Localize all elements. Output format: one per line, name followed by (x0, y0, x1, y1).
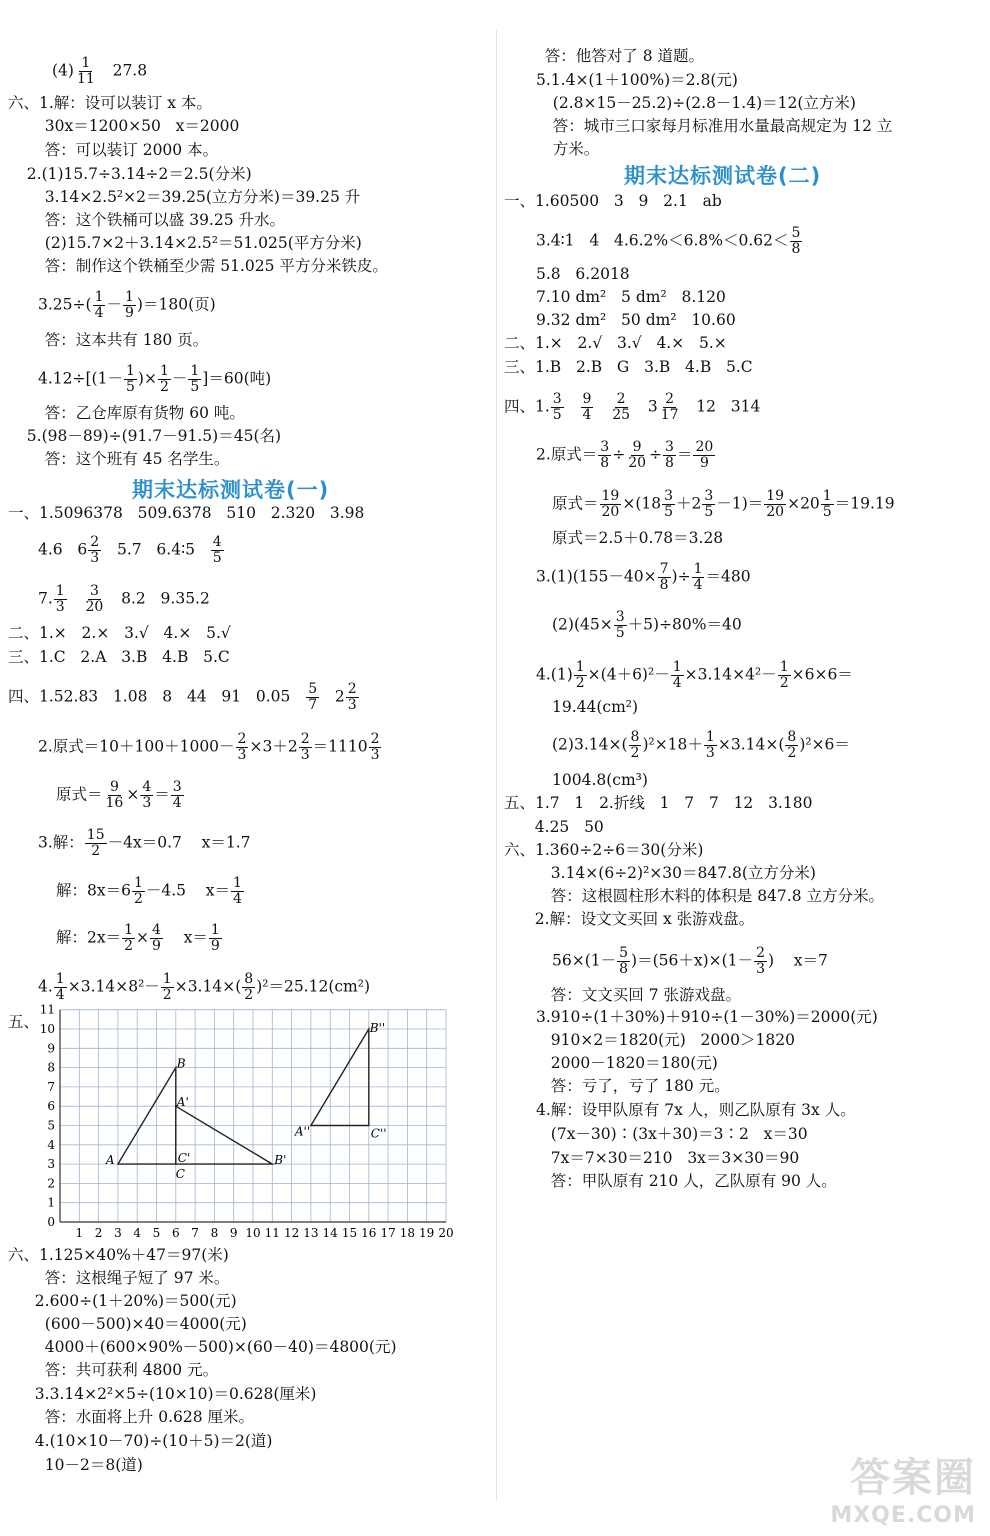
x-tick-label: 8 (210, 1226, 219, 1240)
answer-line: 方米。 (538, 140, 600, 158)
answer-line: 答：文文买回 7 张游戏盘。 (536, 986, 741, 1004)
answer-line: 2000－1820＝180(元) (536, 1054, 718, 1072)
column-divider (496, 30, 497, 1500)
point-label-b: B (176, 1056, 186, 1071)
answer-line: 三、1.B 2.B G 3.B 4.B 5.C (504, 358, 753, 376)
triangle-abc-double-prime (311, 1029, 369, 1126)
triangle-abc (118, 1068, 176, 1165)
answer-line: 5.8 6.2018 (536, 265, 630, 283)
point-label-a: A (105, 1153, 115, 1168)
answer-line: 3.3.14×2²×5÷(10×10)＝0.628(厘米) (20, 1385, 317, 1403)
answer-line: 原式＝ $\frac{9}{16}$ × $\frac{4}{3}$ ＝ $\frac{3}{4}$ (56, 779, 182, 811)
x-tick-label: 3 (114, 1226, 122, 1240)
point-label-c-prime: C' (177, 1151, 191, 1166)
answer-line: 五、1.7 1 2.折线 1 7 7 12 3.180 (504, 794, 813, 812)
x-tick-label: 12 (283, 1226, 300, 1240)
answer-line: 56×(1－ $\frac{5}{8}$ )＝(56＋x)×(1－ $\frac{2}{3}$ ) x＝7 (552, 945, 828, 977)
section-title-test-1: 期末达标测试卷(一) (132, 478, 330, 502)
answer-line: 5.(98－89)÷(91.7－91.5)＝45(名) (12, 427, 282, 445)
answer-line: 4.12÷[(1－ $\frac{1}{5}$ )× $\frac{1}{2}$ － $\frac{1}{5}$ ]＝60(吨) (38, 363, 272, 395)
answer-line: 四、1.52.83 1.08 8 44 91 0.05 $\frac{5}{7}$ 2 $\frac{2}{3}$ (8, 681, 357, 713)
left-column (0, 0, 490, 1536)
answer-line: (2)3.14×( $\frac{8}{2}$ )²×18＋ $\frac{1}{3}$ ×3.14×( $\frac{8}{2}$ )²×6＝ (552, 729, 850, 761)
point-label-c: C (175, 1167, 185, 1182)
answer-line: 答：这个铁桶可以盛 39.25 升水。 (30, 211, 286, 229)
answer-line: 4000＋(600×90%－500)×(60－40)＝4800(元) (30, 1338, 397, 1356)
answer-line: 3.(1)(155－40× $\frac{7}{8}$ )÷ $\frac{1}{4}$ ＝480 (536, 561, 751, 593)
x-tick-label: 4 (133, 1226, 142, 1240)
answer-line: 答：城市三口家每月标准用水量最高规定为 12 立 (538, 117, 893, 135)
x-tick-label: 20 (438, 1226, 454, 1240)
answer-line: 六、1.解：设可以装订 x 本。 (8, 94, 212, 112)
answer-line: 2.原式＝ $\frac{3}{8}$ ÷ $\frac{9}{20}$ ÷ $\frac{3}{8}$ ＝ $\frac{20}{9}$ (536, 439, 714, 471)
answer-line: 4.25 50 (520, 818, 604, 836)
answer-line: 4.(10×10－70)÷(10＋5)＝2(道) (20, 1432, 273, 1450)
x-tick-label: 13 (303, 1226, 319, 1240)
x-tick-label: 2 (94, 1226, 103, 1240)
answer-line: 答：水面将上升 0.628 厘米。 (30, 1408, 255, 1426)
answer-line: 解：2x＝ $\frac{1}{2}$ × $\frac{4}{9}$ x＝ $\frac{1}{9}$ (56, 922, 220, 954)
answer-line: 3.14×2.5²×2＝39.25(立方分米)＝39.25 升 (30, 188, 361, 206)
point-label-c-double-prime: C'' (370, 1126, 387, 1141)
answer-line: (2.8×15－25.2)÷(2.8－1.4)＝12(立方米) (538, 94, 856, 112)
y-tick-label: 0 (47, 1215, 55, 1229)
x-tick-label: 11 (264, 1226, 280, 1240)
answer-line: 4.解：设甲队原有 7x 人，则乙队原有 3x 人。 (536, 1101, 856, 1119)
answer-line: 4. $\frac{1}{4}$ ×3.14×8²－ $\frac{1}{2}$ ×3.14×( $\frac{8}{2}$ )²＝25.12(cm²) (38, 971, 371, 1003)
answer-line: (600－500)×40＝4000(元) (30, 1315, 247, 1333)
answer-line: 3.4∶1 4 4.6.2%＜6.8%＜0.62＜ $\frac{5}{8}$ (536, 225, 801, 257)
answer-line: 7x＝7×30＝210 3x＝3×30＝90 (536, 1149, 800, 1167)
y-tick-label: 1 (47, 1195, 55, 1210)
x-tick-label: 1 (75, 1226, 84, 1240)
x-tick-label: 17 (380, 1226, 396, 1240)
answer-line: 答：制作这个铁桶至少需 51.025 平方分米铁皮。 (30, 257, 388, 275)
answer-line: 9.32 dm² 50 dm² 10.60 (536, 311, 736, 329)
answer-line: 1004.8(cm³) (552, 771, 648, 789)
answer-line: 30x＝1200×50 x＝2000 (30, 117, 240, 135)
point-label-a-double-prime: A'' (294, 1124, 311, 1139)
y-tick-label: 7 (47, 1079, 55, 1094)
answer-line: 4.6 6 $\frac{2}{3}$ 5.7 6.4∶5 $\frac{4}{5}$ (38, 534, 222, 566)
answer-line: 原式＝2.5＋0.78＝3.28 (552, 529, 724, 547)
answer-line: 7. $\frac{1}{3}$ $\frac{3}{20}$ 8.2 9.35.2 (38, 583, 210, 615)
answer-line: 答：共可获利 4800 元。 (30, 1361, 219, 1379)
x-tick-label: 16 (361, 1226, 377, 1240)
answer-line: 一、1.60500 3 9 2.1 ab (504, 192, 722, 210)
answer-line: 六、1.125×40%＋47＝97(米) (8, 1246, 229, 1264)
answer-line: 答：亏了，亏了 180 元。 (536, 1077, 730, 1095)
answer-line: (7x－30)∶(3x＋30)＝3∶2 x＝30 (536, 1125, 808, 1143)
x-tick-label: 10 (245, 1226, 261, 1240)
x-tick-label: 14 (322, 1226, 338, 1240)
answer-line: 5.1.4×(1＋100%)＝2.8(元) (536, 71, 738, 89)
y-tick-label: 6 (47, 1099, 55, 1114)
answer-line: (2)15.7×2＋3.14×2.5²＝51.025(平方分米) (30, 234, 362, 252)
answer-line: 答：乙仓库原有货物 60 吨。 (30, 404, 245, 422)
answer-line: 10－2＝8(道) (30, 1456, 143, 1474)
answer-line: 4.(1) $\frac{1}{2}$ ×(4＋6)²－ $\frac{1}{4}$ ×3.14×4²－ $\frac{1}{2}$ ×6×6＝ (536, 659, 853, 691)
answer-line: 答：这本共有 180 页。 (30, 331, 209, 349)
point-label-a-prime: A' (176, 1095, 189, 1110)
coordinate-grid (36, 1002, 454, 1242)
point-label-b-prime: B' (274, 1153, 287, 1168)
answer-line: 二、1.× 2.× 3.√ 4.× 5.√ (8, 624, 231, 642)
answer-line: 六、1.360÷2÷6＝30(分米) (504, 841, 704, 859)
right-column (500, 0, 990, 1536)
answer-line: 答：这个班有 45 名学生。 (30, 450, 230, 468)
x-tick-label: 5 (152, 1226, 161, 1240)
point-label-b-double-prime: B'' (369, 1021, 386, 1035)
watermark-logo: 答案圈 MXQE.COM (830, 1455, 976, 1528)
answer-line: 2.600÷(1＋20%)＝500(元) (20, 1292, 237, 1310)
y-tick-label: 3 (47, 1157, 55, 1172)
answer-line: 答：这根绳子短了 97 米。 (30, 1269, 230, 1287)
y-tick-label: 11 (39, 1002, 55, 1017)
answer-line: 二、1.× 2.√ 3.√ 4.× 5.× (504, 334, 727, 352)
answer-line: 一、1.5096378 509.6378 510 2.320 3.98 (8, 504, 365, 522)
answer-line: 2.(1)15.7÷3.14÷2＝2.5(分米) (12, 165, 252, 183)
y-tick-label: 5 (47, 1118, 55, 1133)
y-tick-label: 2 (47, 1176, 55, 1191)
answer-line: (4) $\frac{1}{11}$ 27.8 (52, 55, 148, 87)
answer-line: 2.解：设文文买回 x 张游戏盘。 (520, 910, 755, 928)
answer-line: 四、1. $\frac{3}{5}$ $\frac{9}{4}$ $\frac{2}{25}$ 3 $\frac{2}{17}$ 12 314 (504, 391, 761, 423)
y-tick-label: 10 (39, 1022, 55, 1036)
answer-line: 19.44(cm²) (552, 698, 639, 716)
x-tick-label: 7 (191, 1226, 199, 1240)
answer-line: 答：甲队原有 210 人，乙队原有 90 人。 (536, 1172, 837, 1190)
answer-line: 3.25÷( $\frac{1}{4}$ － $\frac{1}{9}$ )＝180(页) (38, 289, 216, 321)
y-tick-label: 4 (47, 1137, 55, 1152)
answer-line: 3.14×(6÷2)²×30＝847.8(立方分米) (536, 864, 816, 882)
x-tick-label: 15 (341, 1226, 358, 1240)
answer-line: (2)(45× $\frac{3}{5}$ ＋5)÷80%＝40 (552, 609, 742, 641)
answer-line: 答：这根圆柱形木料的体积是 847.8 立方分米。 (536, 887, 885, 905)
answer-line: 3.910÷(1＋30%)＋910÷(1－30%)＝2000(元) (536, 1008, 878, 1026)
answer-line: 三、1.C 2.A 3.B 4.B 5.C (8, 648, 230, 666)
answer-line: 答：他答对了 8 道题。 (530, 47, 704, 65)
x-tick-label: 19 (419, 1226, 435, 1240)
y-tick-label: 8 (47, 1060, 55, 1075)
answer-line: 答：可以装订 2000 本。 (30, 141, 219, 159)
section-title-test-2: 期末达标测试卷(二) (624, 164, 822, 188)
answer-line: 910×2＝1820(元) 2000＞1820 (536, 1031, 795, 1049)
answer-line: 2.原式＝10＋100＋1000－ $\frac{2}{3}$ ×3＋2 $\frac{2}{3}$ ＝1110 $\frac{2}{3}$ (38, 731, 380, 763)
answer-line: 3.解： $\frac{15}{2}$ －4x＝0.7 x＝1.7 (38, 827, 251, 859)
y-tick-label: 9 (47, 1041, 55, 1056)
x-tick-label: 18 (399, 1226, 416, 1240)
x-tick-label: 9 (229, 1226, 238, 1240)
section-label-5: 五、 (8, 1013, 40, 1031)
answer-line: 解：8x＝6 $\frac{1}{2}$ －4.5 x＝ $\frac{1}{4}$ (56, 875, 242, 907)
answer-line: 原式＝ $\frac{19}{20}$ ×(18 $\frac{3}{5}$ ＋2 $\frac{3}{5}$ －1)＝ $\frac{19}{20}$ ×20 $\frac{1}{5}$ ＝19.19 (552, 488, 895, 520)
x-tick-label: 6 (171, 1226, 180, 1240)
answer-line: 7.10 dm² 5 dm² 8.120 (536, 288, 726, 306)
